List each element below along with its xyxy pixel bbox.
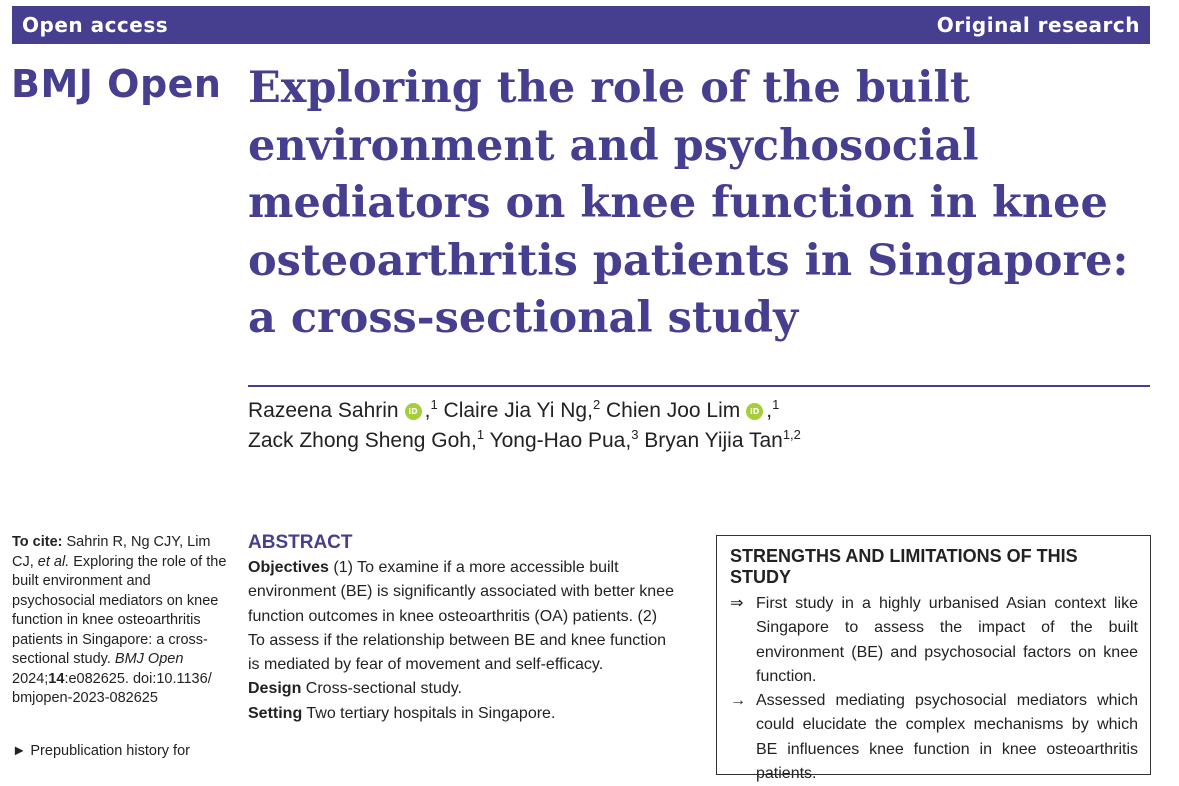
strengths-limitations-box [716,535,1151,783]
abstract [248,532,678,726]
cite-doi[interactable]: :e082625. doi:10.1136/ bmjopen-2023-082625 [12,670,212,706]
author-2[interactable]: Chien Joo Lim iD ,$^1$ [606,397,780,422]
open-access-label: Open access [22,13,169,37]
cite-authors: Sahrin R, Ng CJY, Lim CJ, [12,534,211,570]
orcid-icon[interactable]: iD [405,403,422,420]
abstract-objectives: Objectives (1) To examine if a more accessible built environment (BE) is significantly associated with better knee function outcomes in knee osteoarthritis (OA) patients. (2) To assess if the relationship between BE and knee function is mediated by fear of movement and self-efficacy. [248,559,674,674]
header-bar [12,6,1150,44]
orcid-icon[interactable]: iD [746,403,763,420]
article-title: Exploring the role of the built environment and psychosocial mediators on knee function in knee osteoarthritis patients in Singapore: a cross-sectional study [248,63,1129,343]
author-0[interactable]: Razeena Sahrin iD ,$^1$ [248,397,438,422]
cite-journal: BMJ Open [114,651,184,667]
list-item: ⇒ First study in a highly urbanised Asian context like Singapore to assess the impact of the built environment (BE) and psychosocial factors on knee function. [730,592,1138,689]
abstract-heading: ABSTRACT [248,532,353,553]
journal-logo: BMJ Open [11,62,222,106]
author-1[interactable]: Claire Jia Yi Ng,$^2$ [443,397,601,422]
cite-title: Exploring the role of the built environment and psychosocial mediators on knee function in knee osteoarthritis patients in Singapore: a cross-sectional study. [12,553,227,667]
author-list [248,396,1148,456]
cite-volume: 14 [48,670,65,687]
article-type-label: Original research [936,13,1140,37]
author-3[interactable]: Zack Zhong Sheng Goh,$^1$ [248,427,485,452]
double-arrow-icon: ⇒ [730,595,744,612]
title-divider [248,385,1150,387]
strengths-heading: STRENGTHS AND LIMITATIONS OF THIS STUDY [730,546,1078,587]
triangle-bullet-icon: ► [12,743,31,759]
abstract-setting: Setting Two tertiary hospitals in Singapore. [248,704,556,722]
prepub-link[interactable]: ► Prepublication history for [12,743,190,759]
list-item: → Assessed mediating psychosocial mediators which could elucidate the complex mechanisms by which BE influences knee function in knee osteoarthritis patients. [730,689,1138,786]
author-4[interactable]: Yong-Hao Pua,$^3$ [489,427,639,452]
cite-etal: et al. [37,553,70,570]
abstract-design: Design Cross-sectional study. [248,680,462,698]
cite-label: To cite: [12,534,63,550]
cite-year: 2024; [12,670,49,687]
arrow-icon: → [730,692,746,710]
citation-block [12,533,232,709]
author-5[interactable]: Bryan Yijia Tan$^{1,2}$ [644,427,801,452]
